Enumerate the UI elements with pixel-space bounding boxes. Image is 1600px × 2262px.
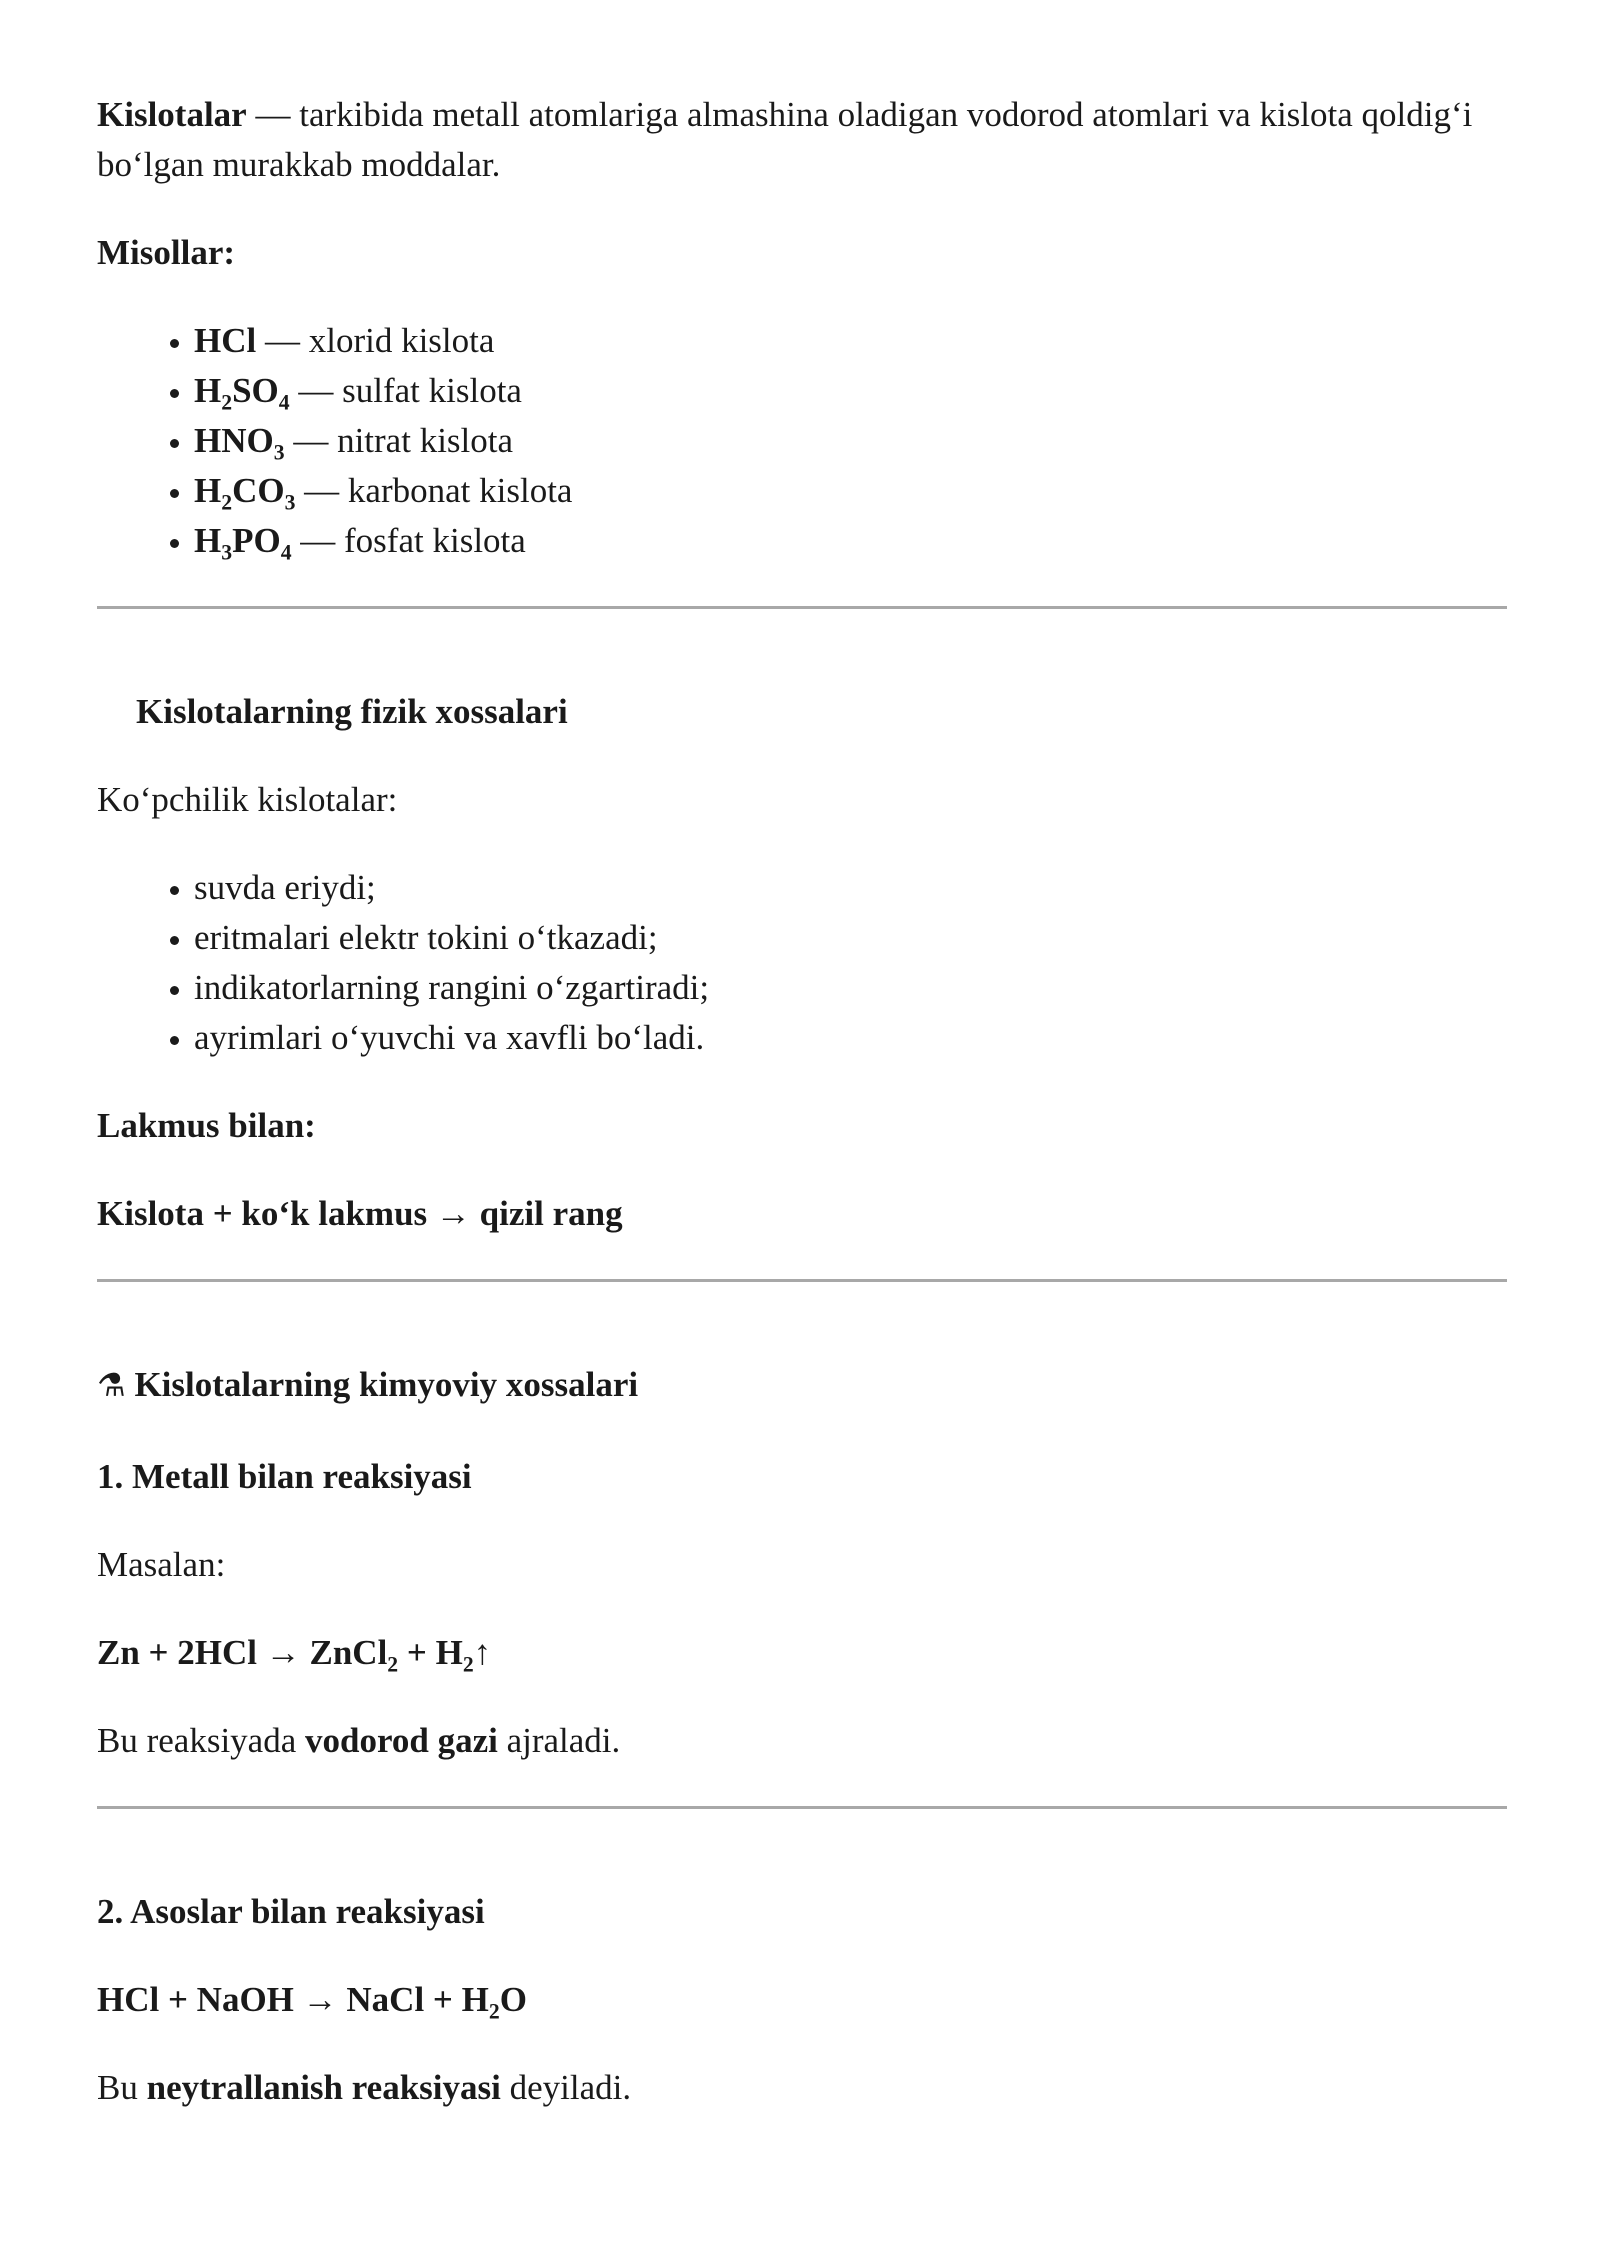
physical-heading: Kislotalarning fizik xossalari bbox=[136, 692, 568, 731]
base-note: Bu neytrallanish reaksiyasi deyiladi. bbox=[97, 2068, 632, 2107]
metal-reaction-heading: 1. Metall bilan reaksiyasi bbox=[97, 1457, 472, 1496]
list-item bbox=[194, 466, 1507, 516]
metal-example-label: Masalan: bbox=[97, 1545, 226, 1584]
intro-term: Kislotalar bbox=[97, 95, 247, 134]
intro-definition: — tarkibida metall atomlariga almashina oladigan vodorod atomlari va kislota qoldig‘i bo‘lgan murakkab moddalar. bbox=[97, 95, 1473, 184]
physical-lead: Ko‘pchilik kislotalar: bbox=[97, 780, 398, 819]
list-item bbox=[194, 516, 1507, 566]
flask-icon: ⚗ bbox=[97, 1366, 126, 1404]
acid-name: — fosfat kislota bbox=[291, 521, 526, 560]
formula: $HNO_3$ bbox=[194, 421, 285, 465]
formula: $H_2SO_4$ bbox=[194, 371, 290, 415]
list-item: • eritmalari elektr tokini o‘tkazadi; bbox=[194, 913, 1507, 963]
metal-equation: Zn + 2HCl → ZnCl$_2$ + $H_2↑$ bbox=[97, 1633, 492, 1677]
examples-list bbox=[97, 316, 1507, 566]
litmus-label: Lakmus bilan: bbox=[97, 1106, 316, 1145]
acid-name: — sulfat kislota bbox=[289, 371, 522, 410]
base-equation: HCl + NaOH → NaCl + $H_2O$ bbox=[97, 1980, 527, 2024]
formula: $H_2CO_3$ bbox=[194, 471, 296, 515]
list-item: • indikatorlarning rangini o‘zgartiradi; bbox=[194, 963, 1507, 1013]
physical-list bbox=[97, 863, 1507, 1063]
examples-heading: Misollar: bbox=[97, 233, 236, 272]
acid-name: — nitrat kislota bbox=[284, 421, 514, 460]
metal-note: Bu reaksiyada vodorod gazi ajraladi. bbox=[97, 1721, 621, 1760]
acid-name: — xlorid kislota bbox=[256, 321, 495, 360]
list-item bbox=[194, 316, 1507, 366]
formula: HCl bbox=[194, 321, 257, 360]
intro-paragraph bbox=[97, 90, 1507, 190]
list-item: • ayrimlari o‘yuvchi va xavfli bo‘ladi. bbox=[194, 1013, 1507, 1063]
document-page bbox=[97, 90, 1507, 2113]
litmus-equation: Kislota + ko‘k lakmus → qizil rang bbox=[97, 1194, 623, 1233]
formula: $H_3PO_4$ bbox=[194, 521, 292, 565]
list-item bbox=[194, 416, 1507, 466]
acid-name: — karbonat kislota bbox=[295, 471, 573, 510]
list-item bbox=[194, 366, 1507, 416]
list-item: • suvda eriydi; bbox=[194, 863, 1507, 913]
base-reaction-heading: 2. Asoslar bilan reaksiyasi bbox=[97, 1892, 485, 1931]
chemical-heading: ⚗ Kislotalarning kimyoviy xossalari bbox=[97, 1365, 639, 1404]
